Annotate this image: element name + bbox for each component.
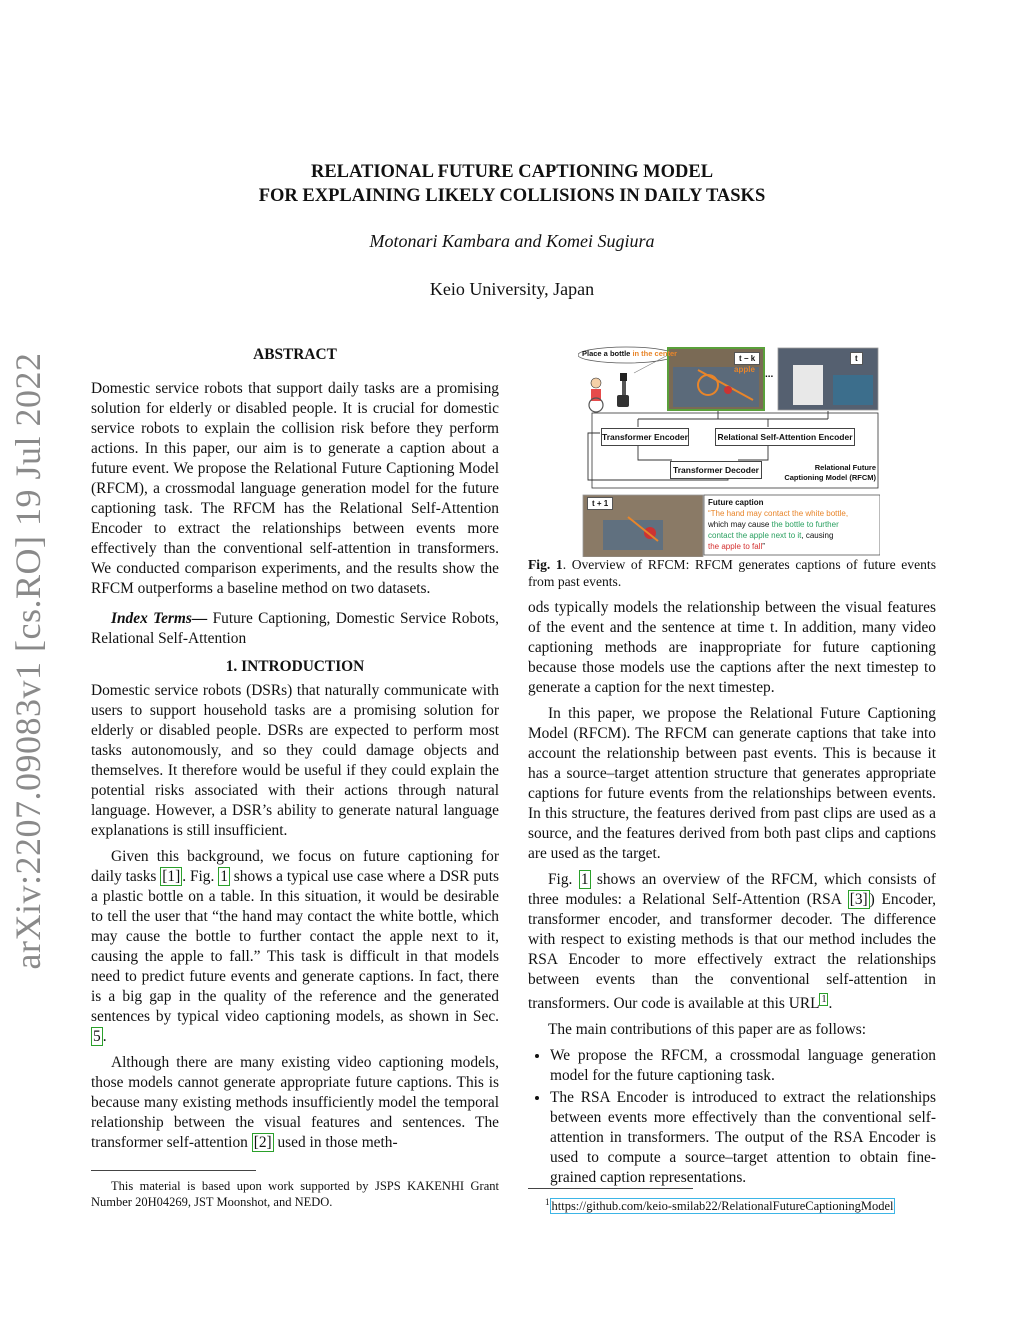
text-run: .	[102, 1028, 107, 1045]
section-link-5[interactable]: 5	[93, 1028, 101, 1045]
robot-icon	[620, 373, 627, 381]
arxiv-identifier: arXiv:2207.09083v1 [cs.RO] 19 Jul 2022	[8, 352, 48, 970]
caption-line-3	[708, 530, 878, 541]
footnote-rule-right	[528, 1188, 693, 1189]
transformer-decoder-box: Transformer Decoder	[670, 461, 762, 479]
person-icon	[591, 378, 601, 388]
text-run: the bottle to further	[771, 520, 839, 529]
figure-link-1[interactable]: 1	[220, 868, 228, 885]
text-run: Although there are many existing video captioning models, those models cannot generate appropriate future captions. This is because many existing methods insufficiently model the temporal relationship between the visual features and sentences. The transformer self-attention	[91, 1054, 499, 1151]
transformer-encoder-box: Transformer Encoder	[601, 428, 689, 446]
citation-link-3[interactable]: [3]	[849, 891, 868, 908]
text-run: contact the apple next to it	[708, 531, 802, 540]
text-run: shows a typical use case where a DSR puts a plastic bottle on a table. In this situation, it would be desirable to tell the user that “the hand may contact the white bottle, which may cause the bottle to further contact the apple next to it, causing the apple to fall.” This task is difficult in that models need to predict future events and generate captions. In fact, there is a big gap in the quality of the reference and the generated sentences by typical video captioning models, as shown in Sec.	[91, 868, 499, 1025]
abstract-text: Domestic service robots that support daily tasks are a promising solution for elderly or disabled people. It is crucial for domestic service robots to explain the collision risk before they perform actions. In this paper, our aim is to generate a caption about a future event. We propose the Relational Future Captioning Model (RFCM), a crossmodal language generation model for the future captioning task. The RFCM has the Relational Self-Attention Encoder to extract the relationships between events more effectively than the conventional self-attention in transformers. We conducted comparison experiments, and the results show the RFCM outperforms a baseline method on two datasets.	[91, 380, 499, 597]
title-line-1: RELATIONAL FUTURE CAPTIONING MODEL	[310, 162, 714, 182]
abstract-heading: ABSTRACT	[253, 346, 337, 363]
intro-paragraph-4: In this paper, we propose the Relational Future Captioning Model (RFCM). The RFCM can generate captions that take into account the relationship between past events. This is because it has a source–target attention structure that generates appropriate captions for future events from the relationships between events. In this structure, the features derived from past clips are used as a source, and the features derived from both past clips and captions are used as the target.	[528, 705, 936, 862]
contribution-item: • The RSA Encoder is introduced to extract the relationships between events more effectively than the conventional self-attention in transformers. The output of the RSA Encoder is used to compute a source–target attention to obtain fine-grained caption representations.	[550, 1088, 936, 1188]
authors: Motonari Kambara and Komei Sugiura	[369, 231, 655, 251]
contributions-list	[528, 1046, 936, 1188]
future-caption-text	[708, 497, 878, 552]
intro-paragraph-3	[91, 1053, 499, 1153]
paper-title	[0, 160, 1024, 208]
rsa-encoder-box: Relational Self-Attention Encoder	[715, 428, 855, 446]
contribution-item: • We propose the RFCM, a crossmodal language generation model for the future captioning task.	[550, 1046, 936, 1086]
text-run: .	[828, 995, 833, 1013]
left-column	[91, 345, 499, 1159]
affiliation: Keio University, Japan	[429, 279, 595, 299]
caption-line-4	[708, 541, 878, 552]
github-url-link[interactable]: https://github.com/keio-smilab22/RelationalFutureCaptioningModel	[551, 1199, 894, 1214]
text-run: Fig.	[548, 871, 579, 888]
text-run: which may cause	[708, 520, 772, 529]
instruction-highlight: in the center	[632, 349, 678, 358]
right-column	[528, 598, 936, 1190]
footnote-marker: 1	[545, 1197, 550, 1207]
text-run: Given this background, we focus on future captioning for daily tasks	[91, 848, 499, 885]
figure-link-1b[interactable]: 1	[580, 871, 589, 888]
intro-paragraph-3-continued: ods typically models the relationship between the visual features of the event and the sentence at time t. In addition, many video captioning methods are inappropriate for future captioning because those models use the captions after the next timestep to generate a caption for the next timestep.	[528, 599, 936, 696]
rfcm-label-line-1: Relational Future	[814, 463, 876, 472]
code-footnote	[545, 1194, 945, 1214]
figure-caption-label: Fig. 1	[528, 557, 563, 572]
intro-paragraph-1: Domestic service robots (DSRs) that naturally communicate with users to support household tasks are a promising solution for elderly or disabled people. DSRs are expected to perform most tasks autonomously, and so they could damage objects and themselves. It therefore would be useful if they could explain the potential risks associated with their actions through natural language. However, a DSR’s ability to generate natural language explanations is still insufficient.	[91, 682, 499, 839]
figure-caption-text: . Overview of RFCM: RFCM generates captions of future events from past events.	[528, 557, 936, 589]
intro-paragraph-5	[528, 870, 936, 1014]
footnote-link-1[interactable]: 1	[821, 994, 827, 1005]
label-t: t	[850, 352, 863, 365]
text-run: the apple to fall	[708, 542, 763, 551]
text-run: . Fig.	[182, 868, 219, 885]
citation-link-2[interactable]: [2]	[253, 1134, 272, 1151]
frame-ellipsis: ...	[765, 369, 774, 380]
text-run: ) Encoder, transformer encoder, and transformer decoder. The difference with respect to existing methods is that our method includes the RSA Encoder to more effectively extract the relationships between events than the conventional self-attention in transformers. Our code is available at this URL	[528, 891, 936, 1013]
index-terms-label: Index Terms—	[111, 610, 208, 627]
label-apple: apple	[734, 365, 755, 374]
rfcm-label-line-2: Captioning Model (RFCM)	[784, 473, 876, 482]
caption-line-1: “The hand may contact the white bottle,	[708, 509, 849, 518]
funding-footnote: This material is based upon work supported by JSPS KAKENHI Grant Number 20H04269, JST Moonshot, and NEDO.	[91, 1179, 499, 1209]
figure-caption	[528, 556, 936, 590]
future-caption-title: Future caption	[708, 498, 764, 507]
title-line-2: FOR EXPLAINING LIKELY COLLISIONS IN DAILY TASKS	[258, 186, 766, 206]
text-run: , causing	[801, 531, 834, 540]
citation-link-1[interactable]: [1]	[162, 868, 181, 885]
label-t-minus-k: t − k	[734, 352, 760, 365]
text-run: shows an overview of the RFCM, which consists of three modules: a Relational Self-Attention (RSA	[528, 871, 937, 908]
rfcm-label	[778, 463, 876, 483]
index-terms-text: Future Captioning, Domestic Service Robots, Relational Self-Attention	[91, 610, 499, 647]
instruction-bubble	[582, 349, 677, 358]
text-run: used in those meth-	[273, 1134, 398, 1151]
intro-heading: 1. INTRODUCTION	[225, 658, 365, 675]
footnote-rule-left	[91, 1170, 256, 1171]
caption-line-2	[708, 519, 878, 530]
text-run: ”	[762, 542, 765, 551]
instruction-text: Place a bottle	[582, 349, 633, 358]
figure-1	[578, 345, 880, 557]
index-terms	[91, 609, 499, 649]
label-t-plus-1: t + 1	[587, 497, 613, 510]
intro-paragraph-2	[91, 847, 499, 1047]
contributions-intro: The main contributions of this paper are as follows:	[548, 1021, 866, 1039]
